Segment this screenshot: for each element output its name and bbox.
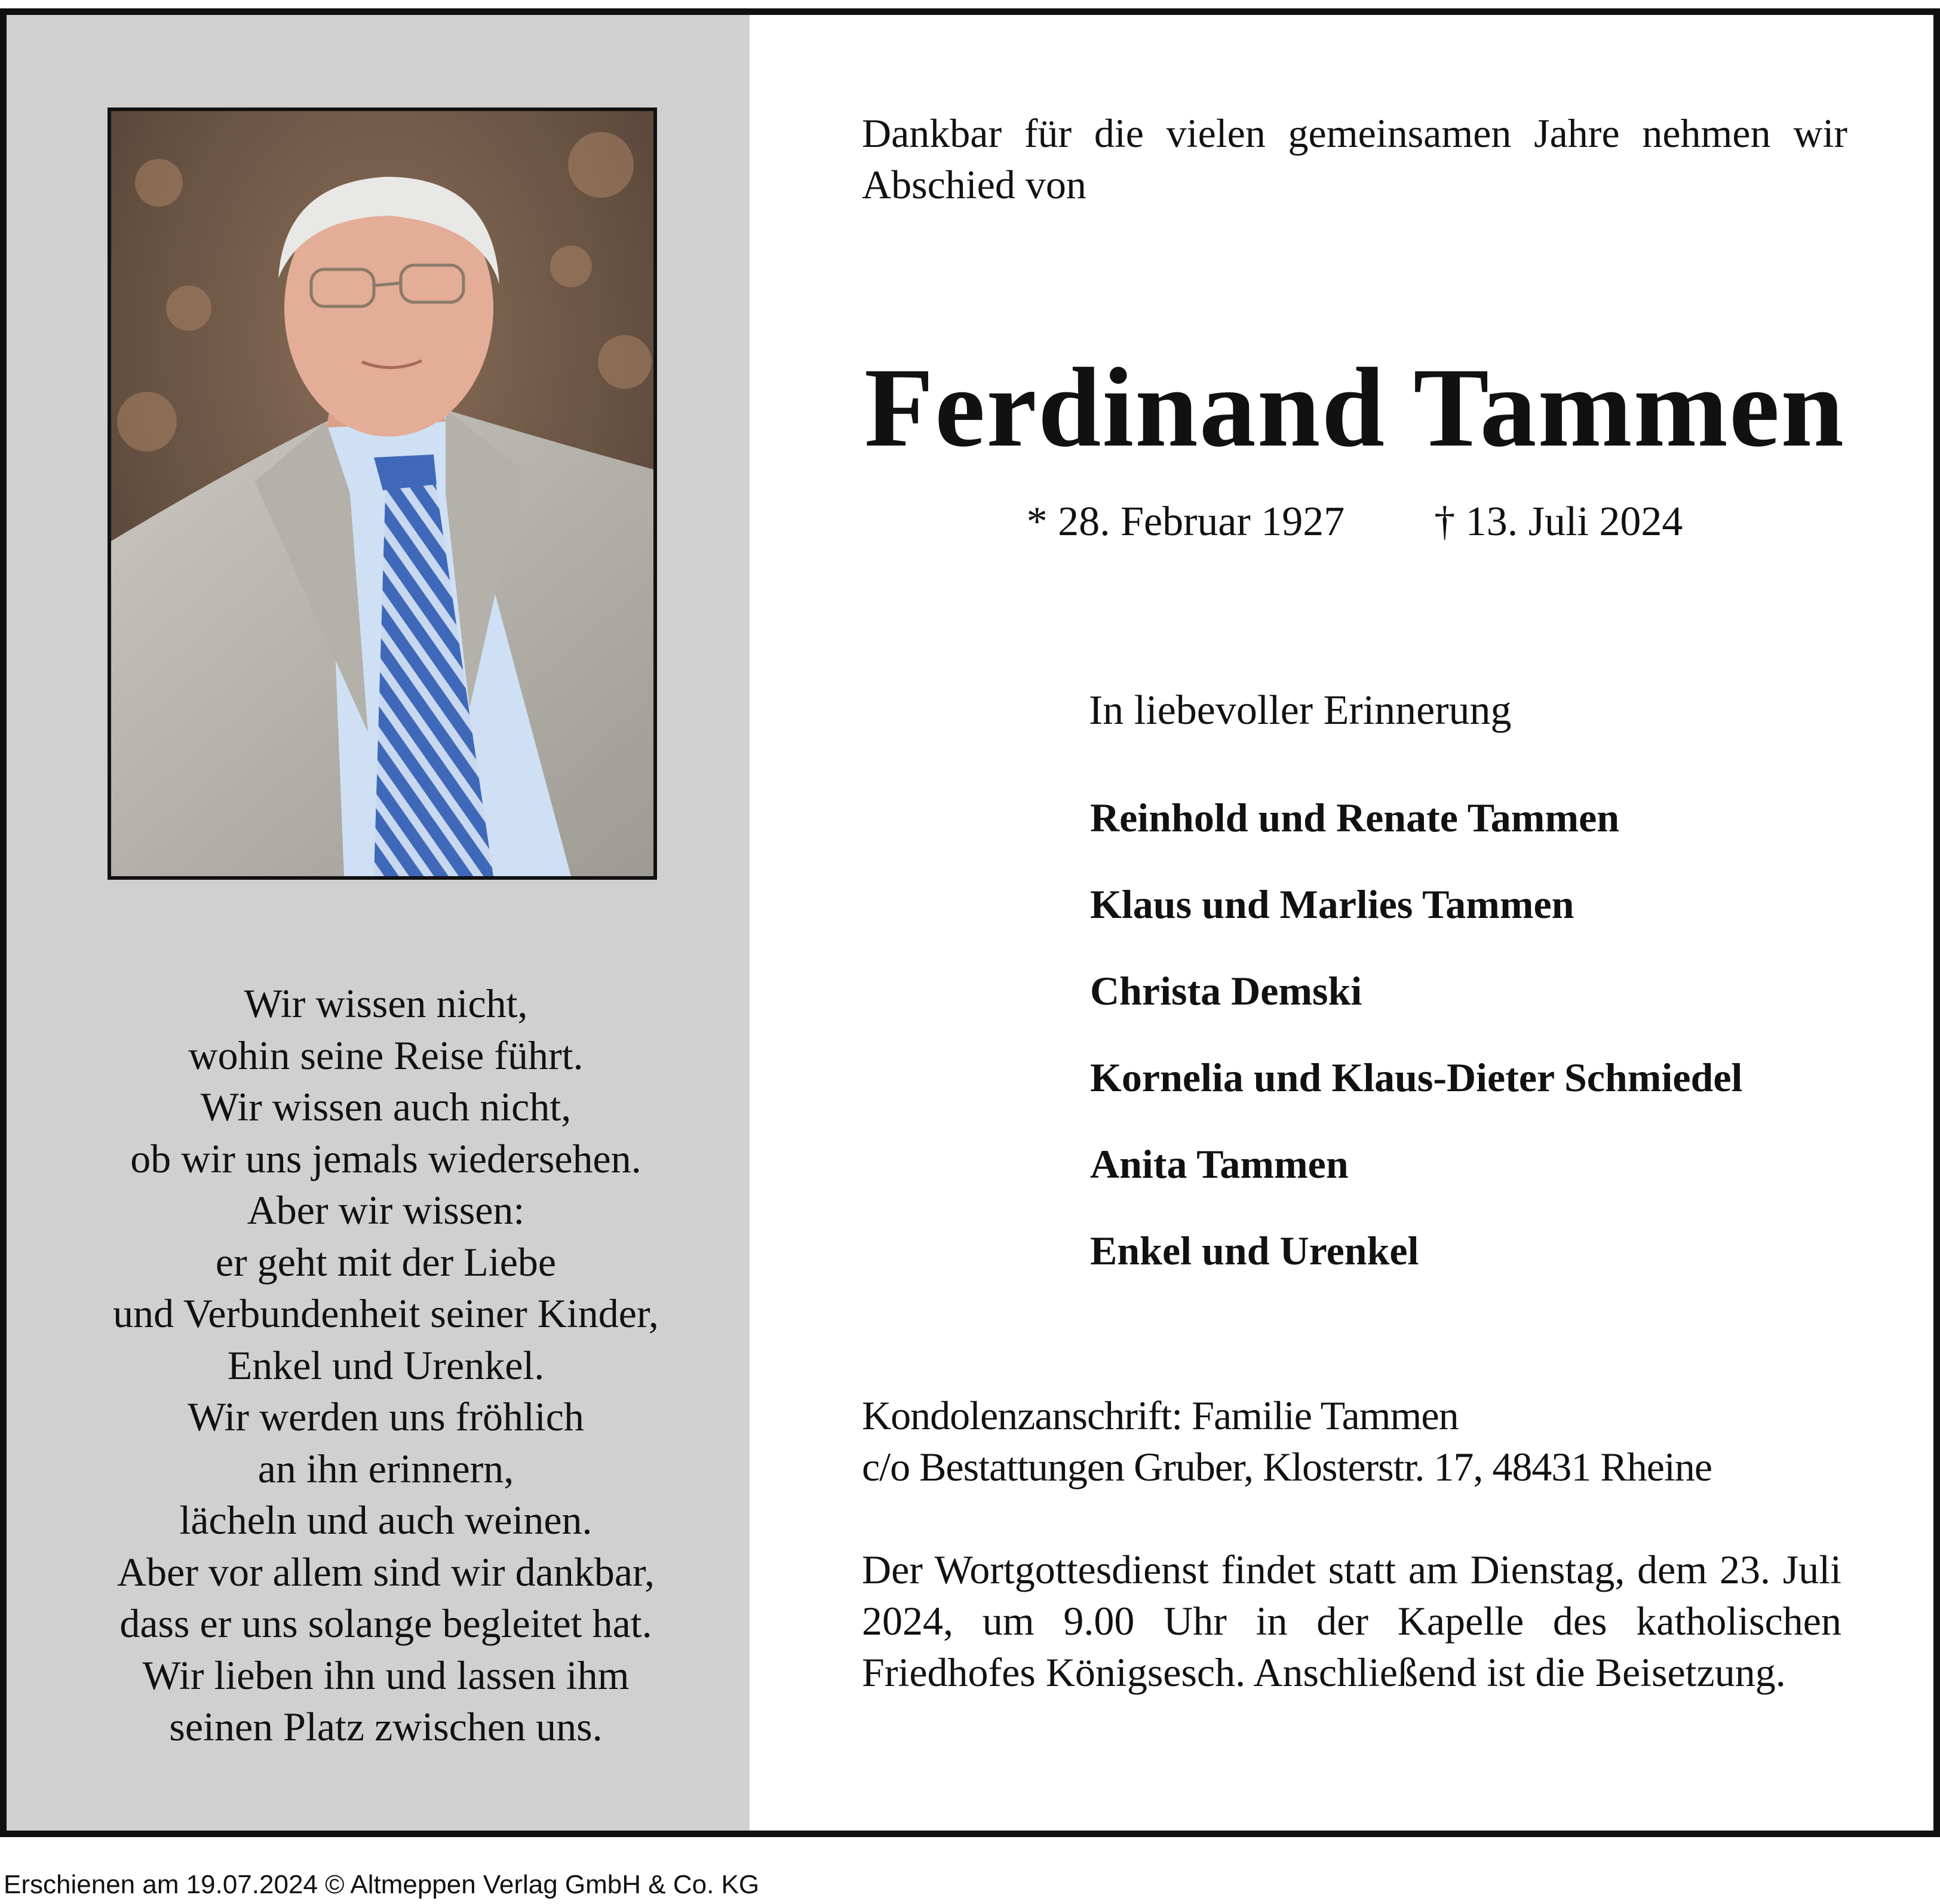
deceased-name: Ferdinand Tammen <box>864 345 1846 471</box>
poem-line: lächeln und auch weinen. <box>179 1497 593 1543</box>
poem-line: Wir lieben ihn und lassen ihm <box>142 1652 630 1698</box>
intro-text: Dankbar für die vielen gemeinsamen Jahre nehmen wir Abschied von <box>862 110 1847 207</box>
mourners-list <box>1090 775 1742 1294</box>
memory-heading: In liebevoller Erinnerung <box>1089 687 1512 733</box>
poem-line: Aber vor allem sind wir dankbar, <box>117 1549 655 1595</box>
portrait-image <box>111 111 653 876</box>
poem-line: Enkel und Urenkel. <box>227 1342 545 1388</box>
mourner-name: Reinhold und Renate Tammen <box>1090 795 1620 840</box>
mourner-name: Christa Demski <box>1090 968 1362 1014</box>
poem <box>30 978 741 1753</box>
poem-line: Aber wir wissen: <box>247 1187 525 1233</box>
poem-line: Wir wissen auch nicht, <box>200 1084 572 1129</box>
publication-footer: Erschienen am 19.07.2024 © Altmeppen Verlag GmbH & Co. KG <box>4 1870 760 1899</box>
poem-line: er geht mit der Liebe <box>215 1239 557 1285</box>
poem-line: dass er uns solange begleitet hat. <box>119 1601 652 1646</box>
poem-line: seinen Platz zwischen uns. <box>169 1704 603 1749</box>
left-panel <box>7 15 750 1831</box>
birth-date: * 28. Februar 1927 <box>1026 499 1345 545</box>
obituary-notice <box>0 8 1940 1837</box>
poem-line: Wir wissen nicht, <box>244 981 528 1026</box>
poem-line: wohin seine Reise führt. <box>188 1032 584 1078</box>
poem-line: ob wir uns jemals wiedersehen. <box>130 1135 641 1181</box>
condolence-line-1: Kondolenzanschrift: Familie Tammen <box>862 1393 1459 1438</box>
portrait-photo <box>108 108 657 880</box>
mourner-name: Kornelia und Klaus-Dieter Schmiedel <box>1090 1055 1743 1100</box>
life-dates <box>862 495 1847 549</box>
poem-line: an ihn erinnern, <box>257 1445 514 1491</box>
poem-line: und Verbundenheit seiner Kinder, <box>113 1291 659 1336</box>
death-date: † 13. Juli 2024 <box>1434 499 1683 545</box>
condolence-line-2: c/o Bestattungen Gruber, Klosterstr. 17, 48431 Rheine <box>862 1444 1712 1490</box>
poem-line: Wir werden uns fröhlich <box>188 1394 584 1439</box>
mourner-name: Enkel und Urenkel <box>1090 1228 1419 1273</box>
mourner-name: Anita Tammen <box>1090 1141 1349 1187</box>
condolence-address <box>862 1390 1847 1493</box>
mourner-name: Klaus und Marlies Tammen <box>1090 882 1574 927</box>
service-info: Der Wortgottesdienst findet statt am Dienstag, dem 23. Juli 2024, um 9.00 Uhr in der Kapelle des katholischen Friedhofes Königsesch. Anschließend ist die Beisetzung. <box>862 1547 1841 1695</box>
